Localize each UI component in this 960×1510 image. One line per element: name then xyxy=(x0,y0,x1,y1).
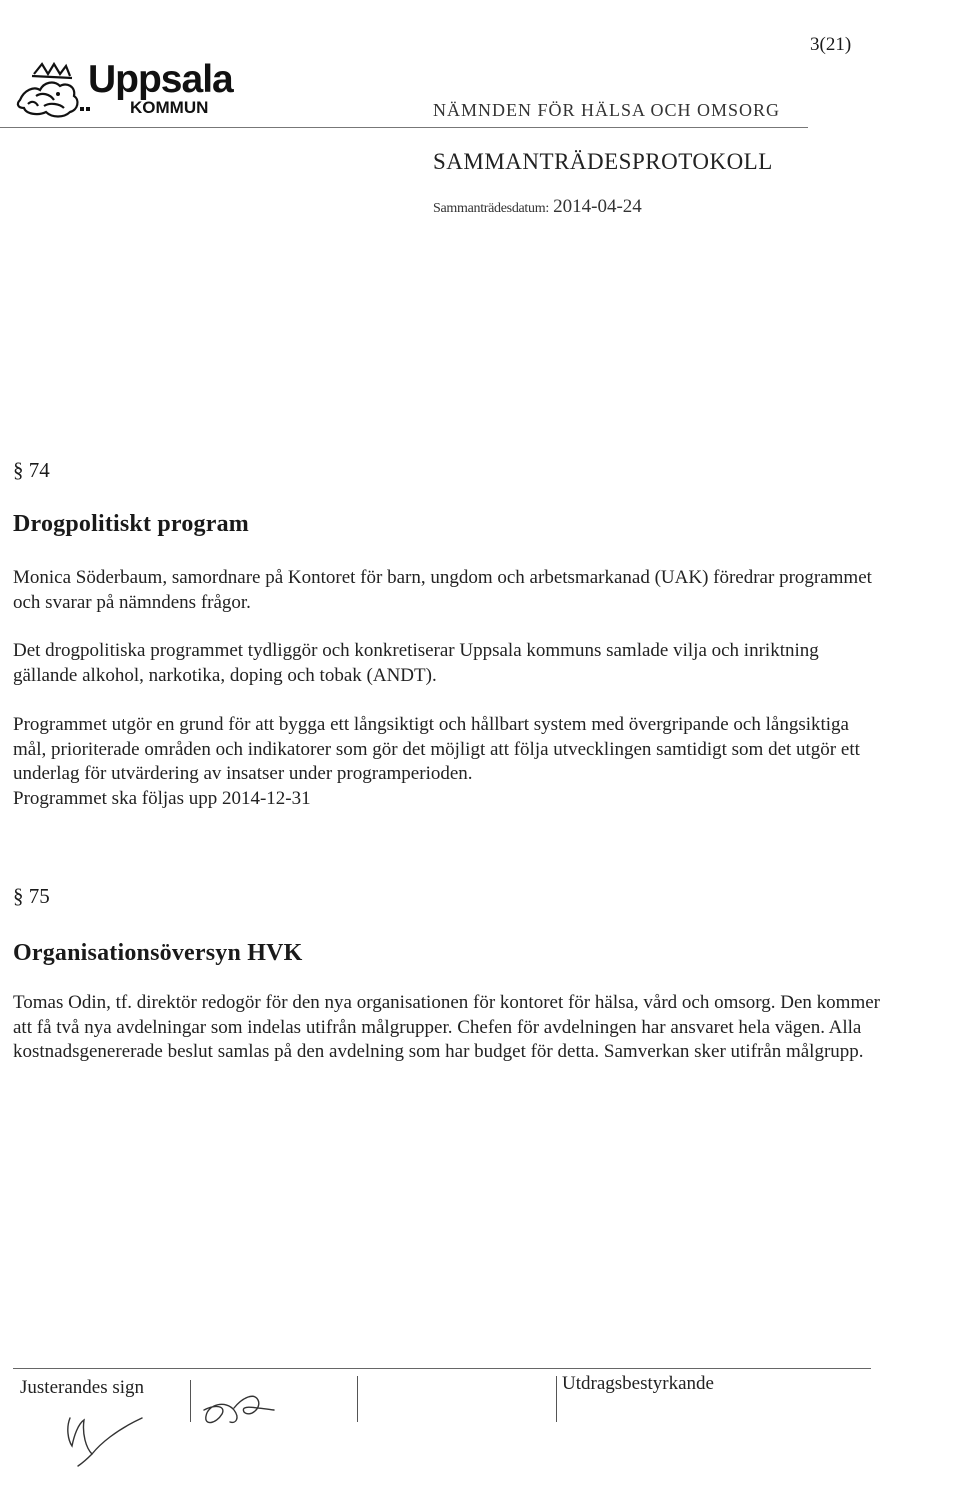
footer-column-divider xyxy=(357,1376,358,1422)
footer-divider xyxy=(13,1368,871,1369)
document-type: SAMMANTRÄDESPROTOKOLL xyxy=(433,149,773,174)
signature-label: Justerandes sign xyxy=(20,1377,145,1398)
header-divider xyxy=(0,127,808,128)
section-paragraph: Programmet utgör en grund för att bygga ett långsiktigt och hållbart system med övergripande och långsiktiga mål, prioriterade områden och indikatorer som gör det möjligt att följa utvecklingen samtidigt som det utgör ett underlag för utvärdering av insatser under programperioden. xyxy=(13,714,860,784)
signature-mark xyxy=(234,1396,274,1414)
meeting-date-label: Sammanträdesdatum: xyxy=(433,201,549,216)
logo-subtitle: KOMMUN xyxy=(130,98,209,117)
meeting-date-value: 2014-04-24 xyxy=(553,196,642,217)
signature-mark xyxy=(204,1404,237,1422)
signature-mark xyxy=(68,1418,142,1454)
section-paragraph: Programmet ska följas upp 2014-12-31 xyxy=(13,788,311,809)
section-title: Organisationsöversyn HVK xyxy=(13,940,303,966)
signature-mark xyxy=(78,1454,92,1466)
section-title: Drogpolitiskt program xyxy=(13,511,249,537)
section-number: § 75 xyxy=(13,884,50,908)
footer-column-divider xyxy=(556,1376,557,1422)
section-paragraph: Monica Söderbaum, samordnare på Kontoret för barn, ungdom och arbetsmarkanad (UAK) föredrar programmet och svarar på nämndens frågor. xyxy=(13,567,872,613)
logo-wordmark: Uppsala xyxy=(88,58,233,101)
page-number: 3(21) xyxy=(810,34,852,55)
section-paragraph: Det drogpolitiska programmet tydliggör och konkretiserar Uppsala kommuns samlade vilja och inriktning gällande alkohol, narkotika, doping och tobak (ANDT). xyxy=(13,640,819,686)
section-number: § 74 xyxy=(13,458,50,482)
footer-column-divider xyxy=(190,1380,191,1422)
section-paragraph: Tomas Odin, tf. direktör redogör för den nya organisationen för kontoret för hälsa, vård och omsorg. Den kommer att få två nya avdelningar som indelas utifrån målgrupper. Chefen för avdelningen har ansvaret hela vägen. Alla kostnadsgenererade beslut samlas på den avdelning som har budget för detta. Samverkan sker utifrån målgrupp. xyxy=(13,992,880,1062)
certification-label: Utdragsbestyrkande xyxy=(562,1373,714,1394)
meeting-date xyxy=(433,196,642,218)
committee-name: NÄMNDEN FÖR HÄLSA OCH OMSORG xyxy=(433,100,781,120)
